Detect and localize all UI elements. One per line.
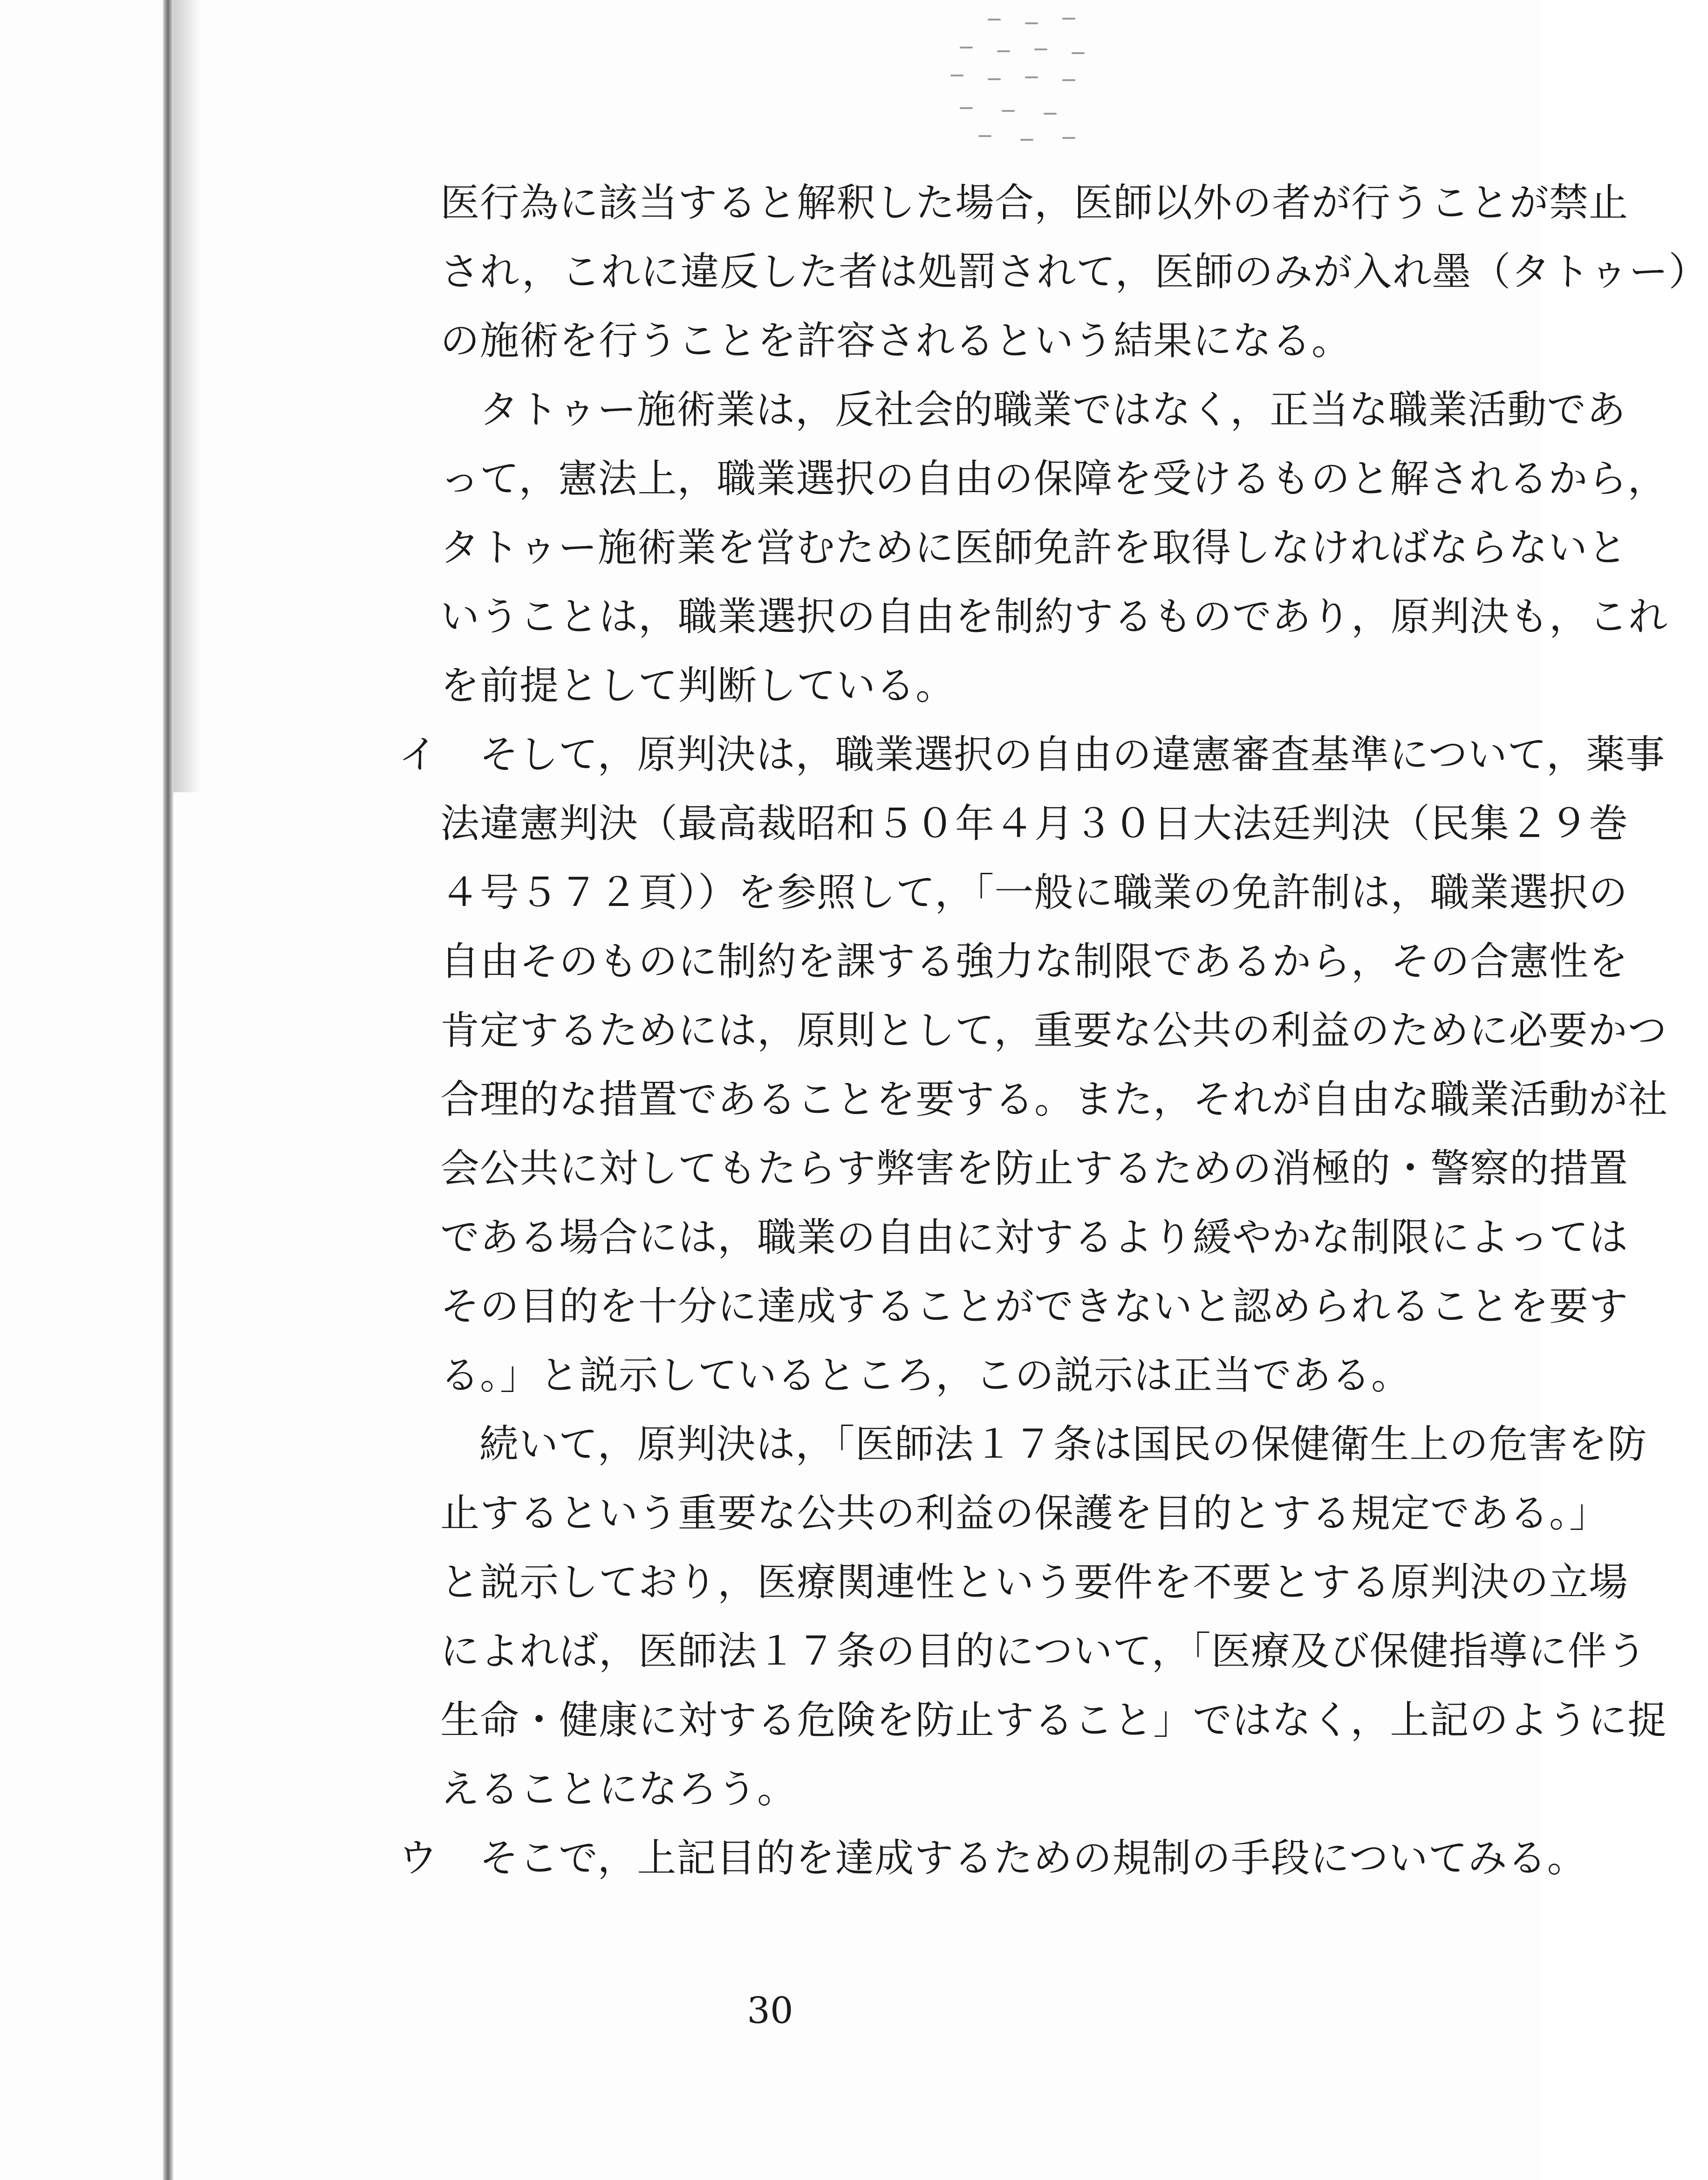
scan-binding-shadow: [173, 0, 201, 792]
text-line: その目的を十分に達成することができないと認められることを要す: [440, 1283, 1629, 1329]
text-line: 続いて，原判決は，「医師法１７条は国民の保健衛生上の危害を防: [479, 1421, 1647, 1467]
text-line: そこで，上記目的を達成するための規制の手段についてみる。: [479, 1835, 1587, 1881]
text-line: えることになろう。: [440, 1766, 797, 1812]
text-line: 医行為に該当すると解釈した場合，医師以外の者が行うことが禁止: [440, 180, 1629, 226]
text-line: って，憲法上，職業選択の自由の保障を受けるものと解されるから，: [440, 456, 1667, 501]
text-line: と説示しており，医療関連性という要件を不要とする原判決の立場: [440, 1559, 1629, 1605]
text-line: タトゥー施術業は，反社会的職業ではなく，正当な職業活動であ: [479, 387, 1626, 432]
text-line: され，これに違反した者は処罰されて，医師のみが入れ墨（タトゥー）: [440, 249, 1708, 295]
section-marker-i: イ: [398, 732, 438, 777]
scan-binding-edge: [163, 0, 173, 2180]
text-line: タトゥー施術業を営むために医師免許を取得しなければならないと: [440, 525, 1627, 570]
section-marker-u: ウ: [398, 1835, 438, 1881]
text-line: 生命・健康に対する危険を防止すること」ではなく，上記のように捉: [440, 1697, 1667, 1743]
text-line: ４号５７２頁））を参照して，「一般に職業の免許制は，職業選択の: [440, 870, 1628, 915]
scan-specks: [932, 9, 1118, 149]
text-line: 法違憲判決（最高裁昭和５０年４月３０日大法廷判決（民集２９巻: [440, 801, 1629, 846]
text-line: の施術を行うことを許容されるという結果になる。: [440, 318, 1352, 363]
text-line: 止するという重要な公共の利益の保護を目的とする規定である。」: [440, 1490, 1609, 1536]
text-line: を前提として判断している。: [440, 663, 956, 708]
text-line: 肯定するためには，原則として，重要な公共の利益のために必要かつ: [440, 1008, 1667, 1053]
text-line: 自由そのものに制約を課する強力な制限であるから，その合憲性を: [440, 939, 1629, 984]
text-line: である場合には，職業の自由に対するより緩やかな制限によっては: [440, 1214, 1629, 1260]
text-line: 会公共に対してもたらす弊害を防止するための消極的・警察的措置: [440, 1145, 1629, 1191]
text-line: いうことは，職業選択の自由を制約するものであり，原判決も，これ: [440, 594, 1668, 639]
text-line: 合理的な措置であることを要する。また，それが自由な職業活動が社: [440, 1076, 1668, 1122]
text-line: そして，原判決は，職業選択の自由の違憲審査基準について，薬事: [479, 732, 1665, 777]
page-number: 30: [747, 1990, 793, 2032]
text-line: る。」と説示しているところ，この説示は正当である。: [440, 1352, 1411, 1398]
text-line: によれば，医師法１７条の目的について，「医療及び保健指導に伴う: [440, 1628, 1647, 1674]
